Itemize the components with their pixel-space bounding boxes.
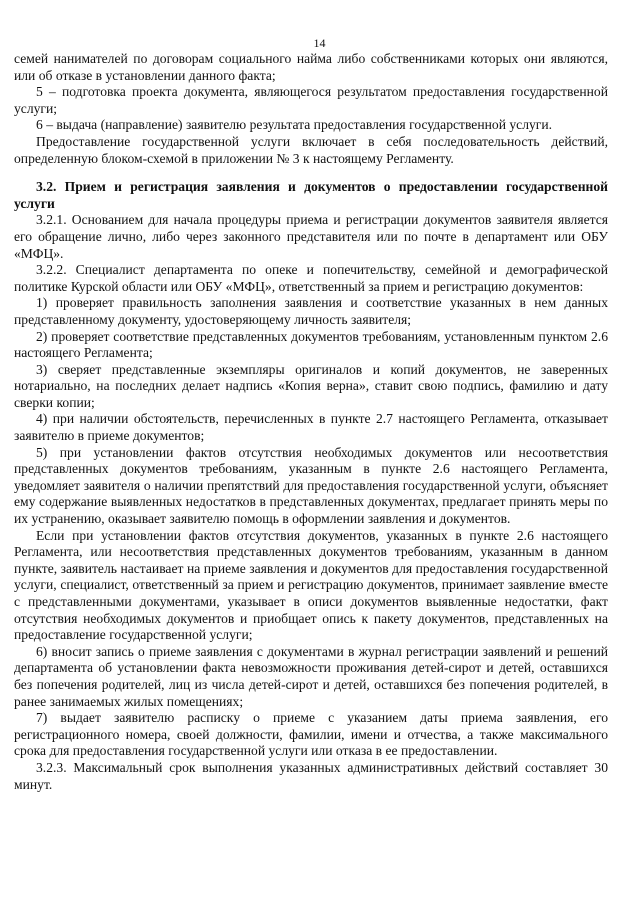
paragraph-step-6: 6 – выдача (направление) заявителю результата предоставления государственной услуги. <box>36 117 553 133</box>
page-number: 14 <box>313 36 326 50</box>
paragraph-3-2-2: 3.2.2. Специалист департамента по опеке и попечительству, семейной и демографической политике Курской области или ОБУ «МФЦ», ответственный за прием и регистрацию документов: <box>14 262 608 294</box>
paragraph-step-5: 5 – подготовка проекта документа, являющегося результатом предоставления государственной услуги; <box>14 84 608 116</box>
list-item-3: 3) сверяет представленные экземпляры оригиналов и копий документов, не заверенных нотариально, на последних делает надпись «Копия верна», ставит свою подпись, фамилию и дату сверки копии; <box>14 361 608 410</box>
section-heading: 3.2. Прием и регистрация заявления и документов о предоставлении государственной услуги <box>14 179 608 211</box>
paragraph-continuation: семей нанимателей по договорам социального найма либо собственниками которых они являются, или об отказе в установлении данного факта; <box>14 51 608 83</box>
list-item-6: 6) вносит запись о приеме заявления с документами в журнал регистрации заявлений и решений департамента об установлении факта невозможности проживания детей-сирот и детей, оставшихся без попечения родителей, лиц из числа детей-сирот и детей, оставшихся без попечения родителей, в ранее занимаемых жилых помещениях; <box>14 643 608 709</box>
list-item-5: 5) при установлении фактов отсутствия необходимых документов или несоответствия представленных документов требованиям, указанным в пункте 2.6 настоящего Регламента, уведомляет заявителя о наличии препятствий для предоставления государственной услуги, объясняет ему содержание выявленных недостатков в представленных документах, предлагает принять меры по их устранению, оказывает заявителю помощь в оформлении заявления и документов. <box>14 444 608 527</box>
list-item-7: 7) выдает заявителю расписку о приеме с указанием даты приема заявления, его регистрационного номера, своей должности, фамилии, имени и отчества, а также максимального срока для предоставления государственной услуги или отказа в ее предоставлении. <box>14 710 608 759</box>
list-item-4: 4) при наличии обстоятельств, перечисленных в пункте 2.7 настоящего Регламента, отказывает заявителю в приеме документов; <box>14 411 608 444</box>
paragraph-insistence: Если при установлении фактов отсутствия документов, указанных в пункте 2.6 настоящего Регламента, или несоответствия представленных документов требованиям, указанным в данном пункте, заявитель настаивает на приеме заявления и документов для предоставления государственной услуги, специалист, ответственный за прием и регистрацию документов, принимает заявление вместе с представленными документами, указывает в описи документов выявленные недостатки, факт отсутствия необходимых документов и приобщает опись к пакету документов, представленных на предоставление государственной услуги; <box>14 527 608 643</box>
list-item-2: 2) проверяет соответствие представленных документов требованиям, установленным пунктом 2.6 настоящего Регламента; <box>14 328 608 361</box>
document-body <box>14 51 608 793</box>
paragraph-3-2-1: 3.2.1. Основанием для начала процедуры приема и регистрации документов заявителя является его обращение лично, либо через законного представителя или по почте в департамент или ОБУ «МФЦ». <box>14 212 608 261</box>
paragraph-flowchart-ref: Предоставление государственной услуги включает в себя последовательность действий, определенную блоком-схемой в приложении № 3 к настоящему Регламенту. <box>14 133 608 166</box>
paragraph-3-2-3: 3.2.3. Максимальный срок выполнения указанных административных действий составляет 30 минут. <box>14 759 608 792</box>
list-item-1: 1) проверяет правильность заполнения заявления и соответствие указанных в нем данных представленному документу, удостоверяющему личность заявителя; <box>14 295 608 327</box>
